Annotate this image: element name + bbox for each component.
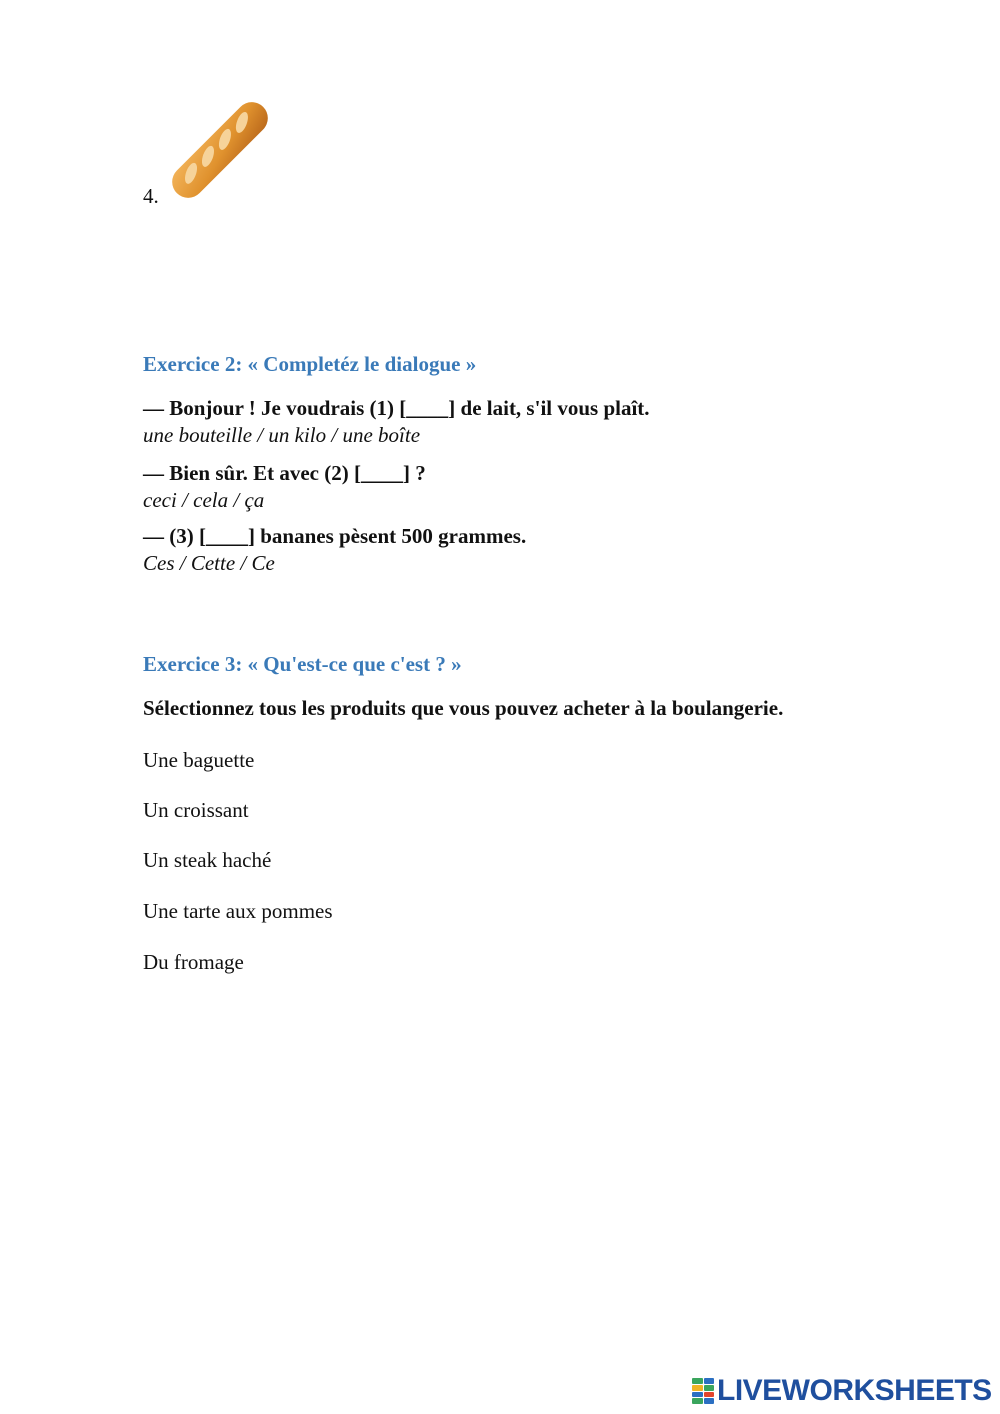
exercise2-heading: Exercice 2: « Completéz le dialogue » <box>143 352 477 376</box>
product-option[interactable]: Un steak haché <box>143 848 272 872</box>
baguette-icon <box>165 98 275 202</box>
dialogue-choices-2: ceci / cela / ça <box>143 488 265 512</box>
exercise3-instruction: Sélectionnez tous les produits que vous pouvez acheter à la boulangerie. <box>143 696 784 720</box>
dialogue-choices-1: une bouteille / un kilo / une boîte <box>143 423 421 447</box>
dialogue-line-2: — Bien sûr. Et avec (2) [____] ? <box>143 461 426 485</box>
product-option[interactable]: Une tarte aux pommes <box>143 899 333 923</box>
dialogue-line-1: — Bonjour ! Je voudrais (1) [____] de lait, s'il vous plaît. <box>143 396 650 420</box>
item-number: 4. <box>143 184 159 208</box>
logo-text: LIVEWORKSHEETS <box>717 1374 992 1407</box>
product-option[interactable]: Un croissant <box>143 798 249 822</box>
exercise3-heading: Exercice 3: « Qu'est-ce que c'est ? » <box>143 652 462 676</box>
product-option[interactable]: Du fromage <box>143 950 244 974</box>
logo-mark-icon <box>692 1378 714 1404</box>
product-option[interactable]: Une baguette <box>143 748 255 772</box>
liveworksheets-logo <box>692 1376 992 1406</box>
dialogue-choices-3: Ces / Cette / Ce <box>143 551 275 575</box>
dialogue-line-3: — (3) [____] bananes pèsent 500 grammes. <box>143 524 527 548</box>
